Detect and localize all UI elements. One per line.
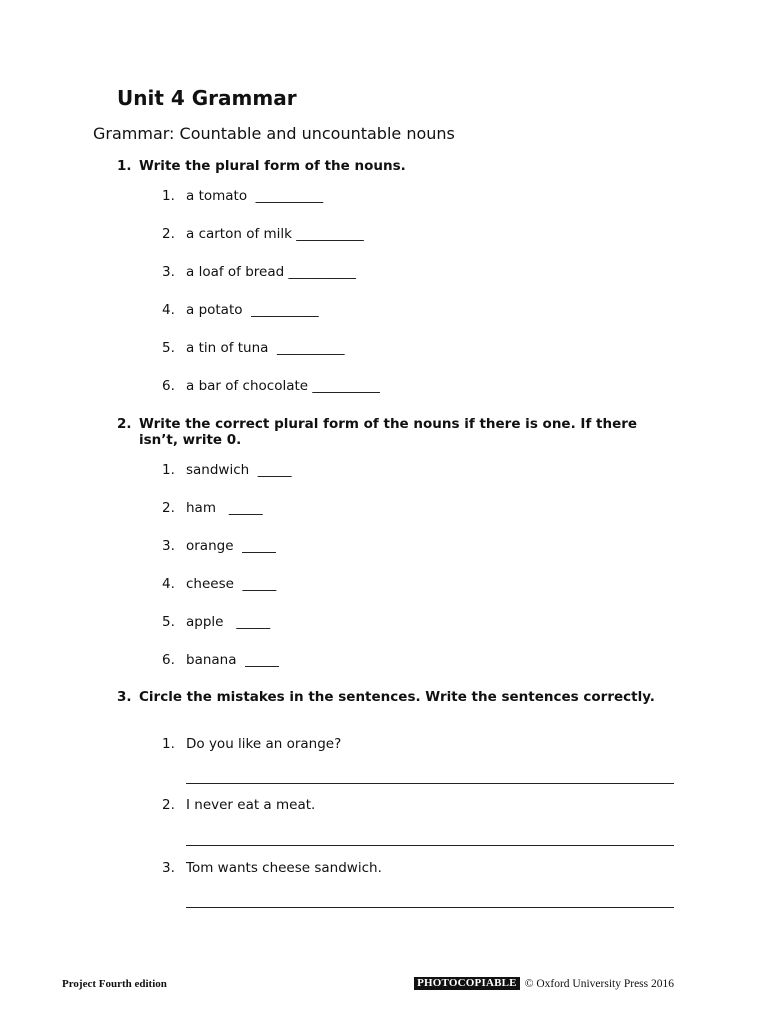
page-title: Unit 4 Grammar	[117, 86, 297, 110]
question-1-heading	[117, 158, 677, 174]
list-item: 1. a tomato __________	[162, 188, 324, 204]
list-item: 2. ham _____	[162, 500, 263, 516]
list-item: 5. a tin of tuna __________	[162, 340, 345, 356]
list-item: 1. sandwich _____	[162, 462, 292, 478]
footer-copyright-block	[414, 977, 674, 990]
question-number: 1.	[117, 158, 132, 174]
list-item: 2. I never eat a meat.	[162, 797, 316, 813]
list-item: 5. apple _____	[162, 614, 271, 630]
footer-edition: Project Fourth edition	[62, 978, 167, 990]
list-item: 3. a loaf of bread __________	[162, 264, 356, 280]
copyright-text: © Oxford University Press 2016	[524, 977, 674, 990]
list-item: 4. cheese _____	[162, 576, 277, 592]
list-item: 3. Tom wants cheese sandwich.	[162, 860, 382, 876]
question-number: 3.	[117, 689, 132, 705]
list-item: 2. a carton of milk __________	[162, 226, 364, 242]
list-item: 3. orange _____	[162, 538, 276, 554]
list-item: 1. Do you like an orange?	[162, 736, 342, 752]
answer-line[interactable]	[186, 783, 674, 784]
question-instruction: Write the plural form of the nouns.	[139, 158, 406, 174]
question-instruction: Circle the mistakes in the sentences. Write the sentences correctly.	[139, 689, 655, 705]
answer-line[interactable]	[186, 845, 674, 846]
question-2-heading	[117, 416, 677, 448]
page-subtitle: Grammar: Countable and uncountable nouns	[93, 124, 455, 143]
photocopiable-badge: PHOTOCOPIABLE	[414, 977, 520, 990]
question-number: 2.	[117, 416, 132, 432]
list-item: 6. a bar of chocolate __________	[162, 378, 380, 394]
answer-line[interactable]	[186, 907, 674, 908]
list-item: 4. a potato __________	[162, 302, 319, 318]
question-3-heading	[117, 689, 677, 705]
question-instruction: Write the correct plural form of the nouns if there is one. If there isn’t, write 0.	[139, 416, 638, 448]
list-item: 6. banana _____	[162, 652, 279, 668]
